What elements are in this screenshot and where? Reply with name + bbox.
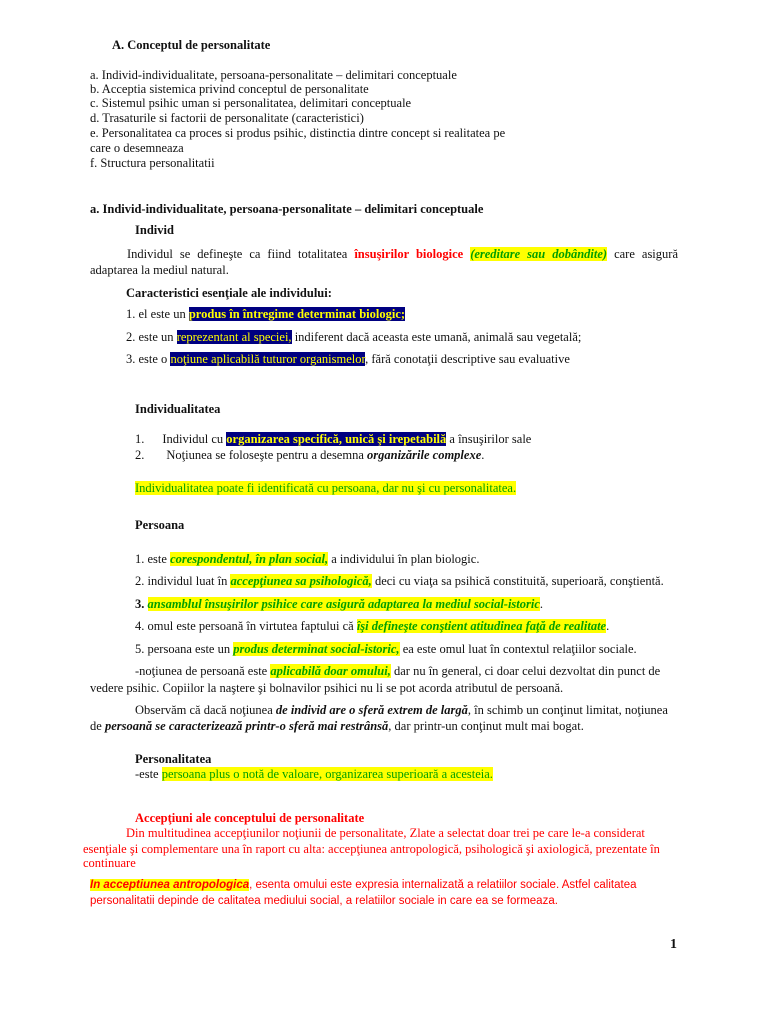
toc-item-c: c. Sistemul psihic uman si personalitatea, delimitari conceptuale [90,96,412,110]
heading-a: A. Conceptul de personalitate [112,38,271,52]
individ-char-title: Caracteristici esenţiale ale individului: [126,286,332,300]
persoana-item-1 [135,552,479,567]
persoana-item-3 [135,597,543,612]
individualitatea-item-1 [135,432,531,447]
p5-highlight: produs determinat social-istoric, [233,642,400,656]
p4-highlight: îşi defineşte conştient atitudinea faţă de realitate [356,619,607,633]
p5-pre: 5. persoana este un [135,642,234,656]
persoana-title: Persoana [135,518,185,532]
char-3-post: , fără conotaţii descriptive sau evaluative [365,352,570,366]
individ-def-green: (ereditare sau dobândite) [470,247,608,261]
item-1-post: a însuşirilor sale [446,432,532,446]
def-highlight: persoana plus o notă de valoare, organizarea superioară a acesteia. [161,767,493,781]
personalitatea-title: Personalitatea [135,752,212,766]
section-a-title: a. Individ-individualitate, persoana-personalitate – delimitari conceptuale [90,202,484,216]
persoana-item-5 [135,642,637,657]
item-1-num: 1. [135,432,145,446]
antropologica-line-2: personalitatii depinde de calitatea mediului social, a relatiilor sociale in care ea se formeaza. [90,895,558,907]
p2-post: deci cu viaţa sa psihică constituită, superioară, conştientă. [371,574,664,588]
toc-item-f: f. Structura personalitatii [90,156,215,170]
p5-post: ea este omul luat în contextul relaţiilor sociale. [399,642,637,656]
p2-pre: 2. individul luat în [135,574,231,588]
p1-highlight: corespondentul, în plan social, [170,552,329,566]
p1-pre: 1. este [135,552,171,566]
acceptiuni-title: Accepţiuni ale conceptului de personalitate [135,811,365,825]
p4-post: . [606,619,610,633]
item-2-pre: Noţiunea se foloseşte pentru a desemna [166,448,368,462]
individ-title: Individ [135,223,174,237]
individ-def-text: Individul se defineşte ca fiind totalitatea [127,247,355,261]
page-number: 1 [670,937,677,952]
n1-pre: -noţiunea de persoană este [135,664,271,678]
p3-post: . [539,597,544,611]
persoana-observation [135,703,668,718]
obs-pre: Observăm că dacă noţiunea [135,703,276,717]
item-2-post: . [481,448,485,462]
item-2-bold: organizările complexe [367,448,482,462]
p4-pre: 4. omul este persoană în virtutea faptului că [135,619,357,633]
obs-post: , în schimb un conţinut limitat, noţiunea [467,703,668,717]
toc-item-b: b. Acceptia sistemica privind conceptul de personalitate [90,82,369,96]
individualitatea-title: Individualitatea [135,402,221,416]
toc-item-d: d. Trasaturile si factorii de personalitate (caracteristici) [90,111,364,125]
obs-bold: de individ are o sferă extrem de largă [275,703,468,717]
toc-item-e-cont: care o desemneaza [90,141,184,155]
char-1-pre: 1. el este un [126,307,189,321]
acceptiuni-line-1: Din multitudinea accepţiunilor noţiunii de personalitate, Zlate a selectat doar trei pe care le-a considerat [126,826,645,840]
obs2-post: , dar printr-un conţinut mult mai bogat. [388,719,584,733]
individualitatea-note [135,481,516,496]
char-1-highlight: produs în întregime determinat biologic; [188,307,406,321]
acceptiuni-line-2: esenţiale şi complementare una în raport cu alta: accepţiunea antropologică, psihologică şi axiologică, prezentate în [83,842,660,856]
personalitatea-definition [135,767,493,782]
persoana-note-1-cont: vedere psihic. Copiilor la naştere şi bolnavilor psihici nu li se pot acorda atributul de persoană. [90,681,564,695]
persoana-item-2 [135,574,664,589]
item-1-pre: Individul cu [162,432,227,446]
individ-char-2 [126,330,581,345]
toc-item-a: a. Individ-individualitate, persoana-personalitate – delimitari conceptuale [90,68,457,82]
obs2-pre: de [90,719,105,733]
individ-def-end: care asigură adaptarea la mediul natural. [90,247,678,277]
char-2-pre: 2. este un [126,330,177,344]
def-pre: -este [135,767,162,781]
char-3-highlight: noţiune aplicabilă tuturor organismelor [170,352,366,366]
char-2-post: indiferent dacă aceasta este umană, animală sau vegetală; [291,330,582,344]
individ-def-red: însuşirilor biologice [354,247,464,261]
obs2-bold: persoană se caracterizează printr-o sferă mai restrânsă [104,719,389,733]
p3-num: 3. [135,597,145,611]
individ-char-3 [126,352,570,367]
persoana-note-1 [135,664,660,679]
char-2-highlight: reprezentant al speciei, [176,330,292,344]
p3-highlight: ansamblul însuşirilor psihice care asigură adaptarea la mediul social-istoric [147,597,540,611]
antropologica-highlight: In acceptiunea antropologica [90,879,250,891]
p2-highlight: accepţiunea sa psihologică, [230,574,372,588]
persoana-observation-cont [90,719,584,734]
individ-char-1 [126,307,405,322]
n1-highlight: aplicabilă doar omului, [270,664,391,678]
individualitatea-item-2 [135,448,484,463]
antropologica-text: , esenta omului este expresia internalizată a relatiilor sociale. Astfel calitatea [249,879,637,891]
item-2-num: 2. [135,448,145,462]
acceptiuni-line-3: continuare [83,856,136,870]
char-3-pre: 3. este o [126,352,171,366]
toc-item-e: e. Personalitatea ca proces si produs psihic, distinctia dintre concept si realitatea pe [90,126,506,140]
persoana-item-4 [135,619,609,634]
p1-post: a individului în plan biologic. [328,552,480,566]
antropologica-line-1 [90,878,637,893]
n1-post: dar nu în general, ci doar celui dezvoltat din punct de [390,664,661,678]
individ-definition [90,246,678,278]
note-highlight: Individualitatea poate fi identificată cu persoana, dar nu şi cu personalitatea. [135,481,517,495]
item-1-highlight: organizarea specifică, unică şi irepetabilă [226,432,447,446]
